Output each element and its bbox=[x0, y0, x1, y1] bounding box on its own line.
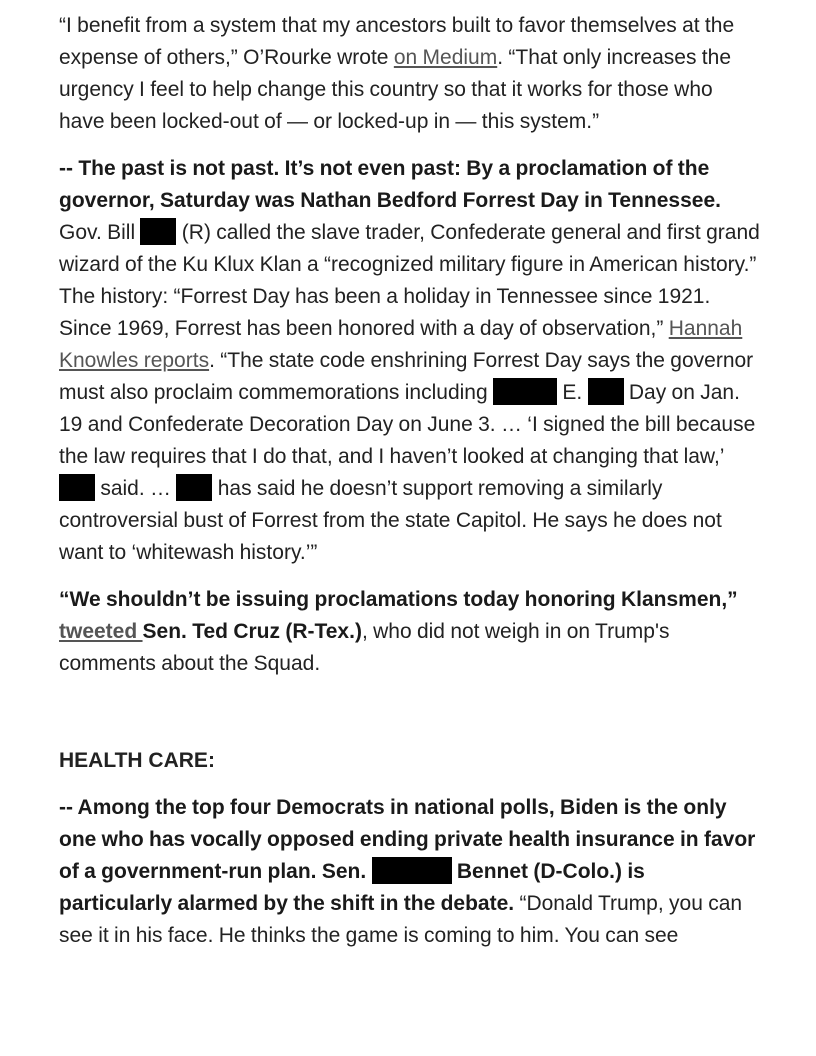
tweeted-link[interactable]: tweeted bbox=[59, 620, 143, 643]
body-text: , who did not weigh in on Trump's comments about the Squad. bbox=[59, 620, 670, 675]
body-text: has said he doesn’t support removing a similarly controversial bust of Forrest from the state Capitol. He says he does not want to ‘whitewash history.’” bbox=[59, 477, 722, 564]
paragraph-orourke-quote bbox=[59, 10, 760, 138]
body-text: “Donald Trump, you can see it in his face. He thinks the game is coming to him. You can see bbox=[59, 892, 743, 947]
redaction-box bbox=[493, 378, 557, 405]
body-text: . “The state code enshrining Forrest Day says the governor must also proclaim commemorations including bbox=[59, 349, 754, 404]
cruz-quote: “We shouldn’t be issuing proclamations today honoring Klansmen,” bbox=[59, 588, 738, 611]
body-text: Gov. Bill bbox=[59, 221, 141, 244]
section-spacer bbox=[59, 695, 760, 745]
lead-sentence: -- Among the top four Democrats in national polls, Biden is the only one who has vocally opposed ending private health insurance in favor of a government-run plan. Sen. bbox=[59, 796, 756, 883]
senator-name: Sen. Ted Cruz (R-Tex.) bbox=[142, 620, 362, 643]
quote-text-rest: . “That only increases the urgency I feel to help change this country so that it works for those who have been locked-out of — or locked-up in — this system.” bbox=[59, 46, 731, 133]
body-text: E. bbox=[557, 381, 588, 404]
paragraph-forrest-day bbox=[59, 153, 760, 569]
redaction-box bbox=[588, 378, 624, 405]
medium-link[interactable]: on Medium bbox=[393, 46, 498, 69]
body-text: (R) called the slave trader, Confederate general and first grand wizard of the Ku Klux Klan a “recognized military figure in American history.” The history: “Forrest Day has been a holiday in Tennessee since 1921. Since 1969, Forrest has been honored with a day of observation,” bbox=[59, 221, 760, 340]
redaction-box bbox=[176, 474, 212, 501]
quote-text: “I benefit from a system that my ancestors built to favor themselves at the expense of others,” O’Rourke wrote bbox=[59, 14, 735, 69]
redaction-box bbox=[372, 857, 452, 884]
knowles-report-link[interactable]: Hannah Knowles reports bbox=[59, 317, 743, 372]
paragraph-health-care bbox=[59, 792, 760, 952]
redaction-box bbox=[140, 218, 176, 245]
paragraph-cruz-tweet bbox=[59, 584, 760, 680]
body-text: Day on Jan. 19 and Confederate Decoration Day on June 3. … ‘I signed the bill because the law requires that I do that, and I haven’t looked at changing that law,’ bbox=[59, 381, 756, 468]
lead-sentence: -- The past is not past. It’s not even past: By a proclamation of the governor, Saturday was Nathan Bedford Forrest Day in Tennessee. bbox=[59, 157, 721, 212]
body-text: said. … bbox=[95, 477, 177, 500]
lead-sentence-rest: Bennet (D-Colo.) is particularly alarmed by the shift in the debate. bbox=[59, 860, 645, 915]
redaction-box bbox=[59, 474, 95, 501]
section-heading: HEALTH CARE: bbox=[59, 749, 215, 772]
